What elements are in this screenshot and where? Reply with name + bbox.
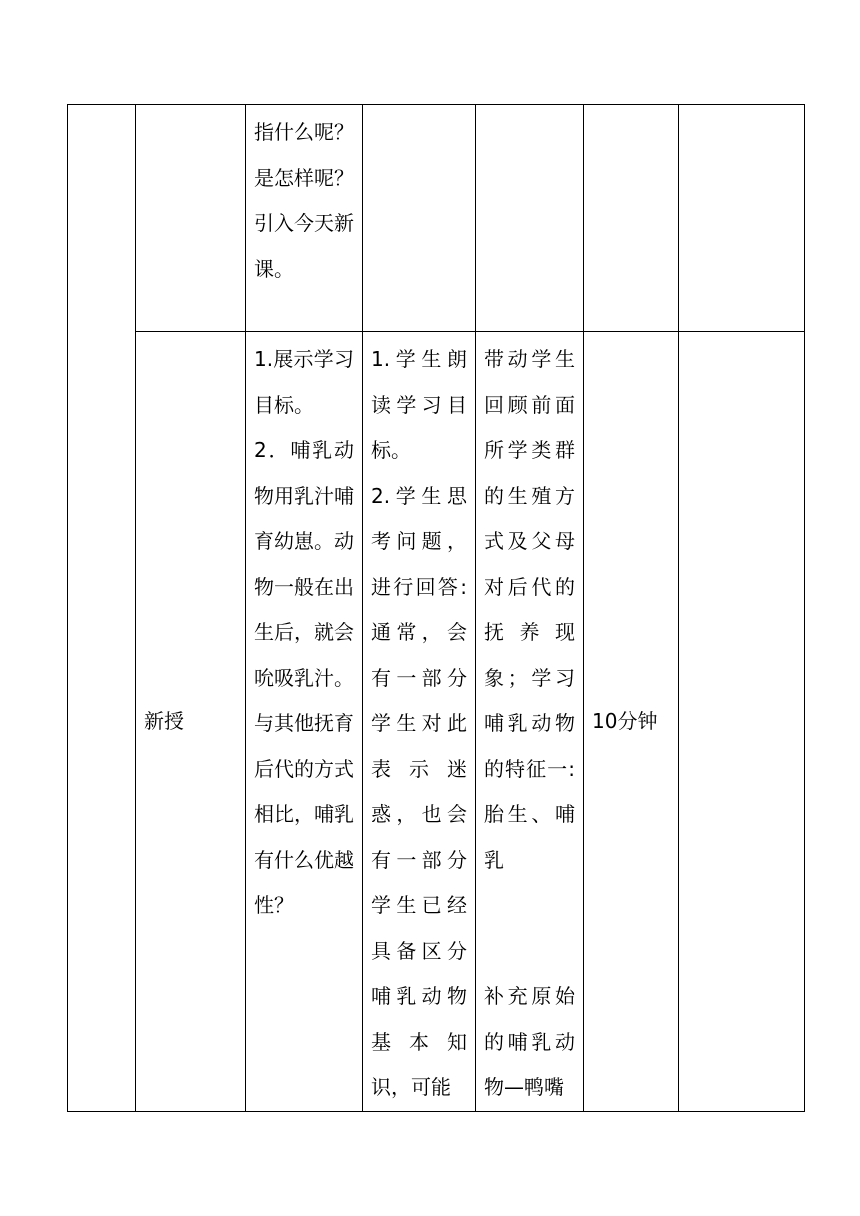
paragraph-gap	[484, 883, 575, 974]
student-activity-text: 1.学生朗读学习目标。 2.学生思考问题，进行回答:通常，会有一部分学生对此表示迷惑，也会有一部分学生已经具备区分哺乳动物基本知识，可能	[371, 347, 467, 1099]
teacher-activity-cell	[246, 105, 363, 332]
notes-cell	[679, 332, 805, 1112]
stage-cell	[136, 332, 246, 1112]
design-intent-cell	[476, 105, 584, 332]
student-activity-cell	[363, 332, 476, 1112]
design-intent-text	[476, 105, 583, 110]
time-text: 10分钟	[592, 708, 658, 733]
stage-label: 新授	[144, 708, 184, 733]
teacher-activity-text: 1.展示学习目标。 2．哺乳动物用乳汁哺育幼崽。动物一般在出生后，就会吮吸乳汁。与其他抚育后代的方式相比，哺乳有什么优越性？	[254, 347, 354, 917]
notes-cell	[679, 105, 805, 332]
teacher-activity-cell	[246, 332, 363, 1112]
design-intent-text	[476, 332, 583, 1111]
design-intent-cell	[476, 332, 584, 1112]
student-activity-cell	[363, 105, 476, 332]
teacher-activity-text: 指什么呢？是怎样呢？引入今天新课。	[254, 120, 354, 281]
design-intent-part2: 补充原始的哺乳动物—鸭嘴	[484, 984, 575, 1099]
notes-text	[679, 332, 804, 337]
outer-section-cell	[68, 105, 136, 1112]
table-row	[68, 105, 805, 332]
time-text	[584, 105, 678, 110]
lesson-plan-table	[67, 104, 805, 1112]
design-intent-part1: 带动学生回顾前面所学类群的生殖方式及父母对后代的抚养现象；学习哺乳动物的特征一:胎生、哺乳	[484, 347, 575, 872]
time-cell	[584, 332, 679, 1112]
stage-cell	[136, 105, 246, 332]
student-activity-text	[363, 105, 475, 110]
time-cell	[584, 105, 679, 332]
table-row	[68, 332, 805, 1112]
notes-text	[679, 105, 804, 110]
